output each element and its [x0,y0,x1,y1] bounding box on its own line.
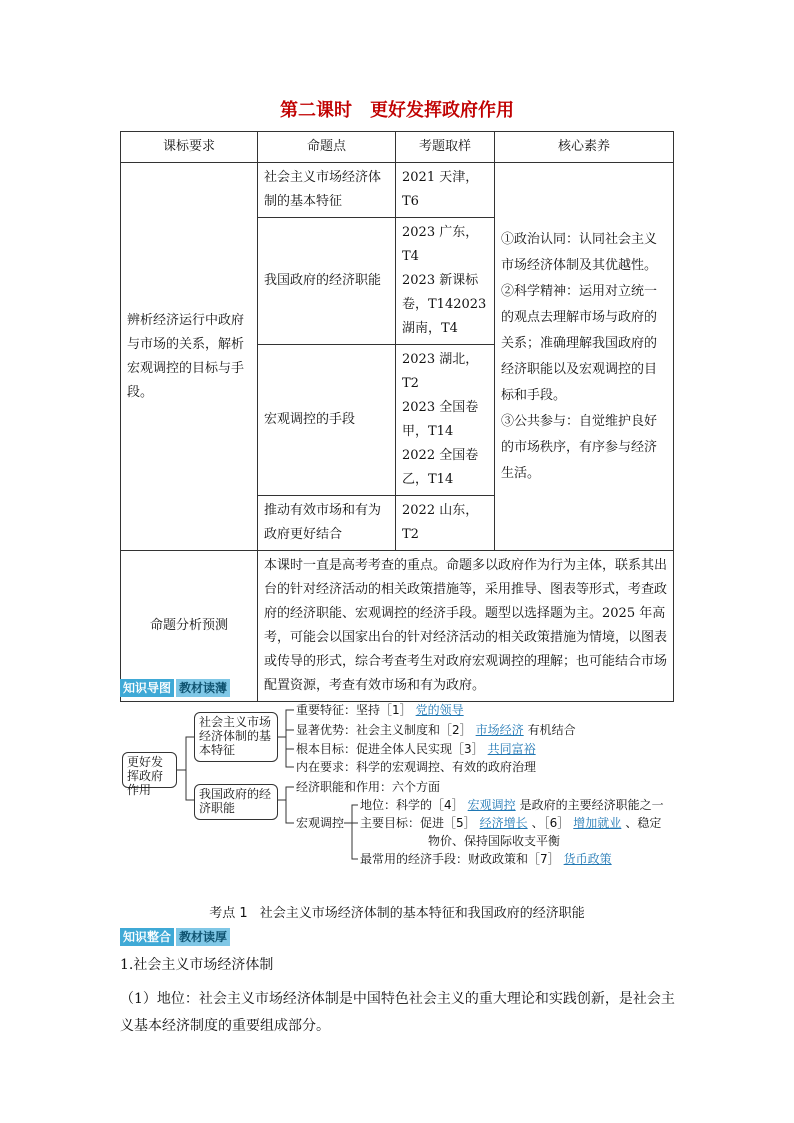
mindmap-item: 最常用的经济手段：财政政策和［7］ 货币政策 [360,852,616,866]
sample-cell: 2022 山东，T2 [396,496,495,551]
kaodian-heading: 考点 1 社会主义市场经济体制的基本特征和我国政府的经济职能 [209,906,585,921]
sample-cell: 2021 天津，T6 [396,163,495,218]
literacy-cell: ①政治认同：认同社会主义市场经济体制及其优越性。 ②科学精神：运用对立统一的观点去理解市场与政府的关系；准确理解我国政府的经济职能以及宏观调控的目标和手段。 ③公共参与：自觉维护良好的市场秩序，有序参与经济生活。 [495,163,674,551]
answer-blank: 宏观调控 [467,798,516,812]
point-cell: 社会主义市场经济体制的基本特征 [258,163,396,218]
mindmap-item-macro-control: 宏观调控 [296,816,345,830]
page-title: 第二课时 更好发挥政府作用 [280,100,514,121]
mindmap-item: 物价、保持国际收支平衡 [428,834,561,848]
sample-cell: 2023 湖北，T2 2023 全国卷甲，T14 2022 全国卷乙，T14 [396,345,495,496]
mindmap-item: 经济职能和作用：六个方面 [296,780,441,794]
section-heading: 1.社会主义市场经济体制 [120,957,274,973]
point-cell: 我国政府的经济职能 [258,218,396,345]
header-cell: 课标要求 [121,132,258,163]
point-cell: 推动有效市场和有为政府更好结合 [258,496,396,551]
analysis-label-cell: 命题分析预测 [121,551,258,702]
header-cell: 考题取样 [396,132,495,163]
header-cell: 命题点 [258,132,396,163]
requirement-cell: 辨析经济运行中政府与市场的关系，解析宏观调控的目标与手段。 [121,163,258,551]
mindmap-root: 更好发挥政府作用 [122,752,177,788]
header-cell: 核心素养 [495,132,674,163]
point-cell: 宏观调控的手段 [258,345,396,496]
answer-blank: 共同富裕 [487,742,536,756]
answer-blank: 货币政策 [563,852,612,866]
answer-blank: 市场经济 [475,723,524,737]
answer-blank: 增加就业 [573,816,622,830]
analysis-cell: 本课时一直是高考考查的重点。命题多以政府作为行为主体，联系其出台的针对经济活动的相关政策措施等，采用推导、图表等形式，考查政府的经济职能、宏观调控的经济手段。题型以选择题为主。2025 年高考，可能会以国家出台的针对经济活动的相关政策措施为情境，以图表或传导的形式，综合考查考生对政府宏观调控的理解；也可能结合市场配置资源，考查有效市场和有为政府。 [258,551,674,702]
sample-cell: 2023 广东，T4 2023 新课标卷，T142023 湖南，T4 [396,218,495,345]
paragraph: （1）地位：社会主义市场经济体制是中国特色社会主义的重大理论和实践创新，是社会主义基本经济制度的重要组成部分。 [120,991,675,1034]
answer-blank: 党的领导 [415,703,464,717]
mindmap-item: 主要目标：促进［5］ 经济增长 、［6］ 增加就业 、稳定 [360,816,662,830]
mindmap-branch-gov-function: 我国政府的经济职能 [194,784,278,820]
answer-blank: 经济增长 [479,816,528,830]
mindmap-item: 显著优势：社会主义制度和［2］ 市场经济 有机结合 [296,723,576,737]
mindmap-branch-market-system: 社会主义市场经济体制的基本特征 [194,712,278,762]
mindmap-item: 内在要求：科学的宏观调控、有效的政府治理 [296,760,537,774]
section-tag-knowledge-map: 知识导图 教材读薄 [120,679,230,697]
mindmap-item: 重要特征：坚持［1］ 党的领导 [296,703,468,717]
mindmap-item: 地位：科学的［4］ 宏观调控 是政府的主要经济职能之一 [360,798,664,812]
section-tag-knowledge-integration: 知识整合 教材读厚 [120,928,230,946]
mindmap-item: 根本目标：促进全体人民实现［3］ 共同富裕 [296,742,540,756]
